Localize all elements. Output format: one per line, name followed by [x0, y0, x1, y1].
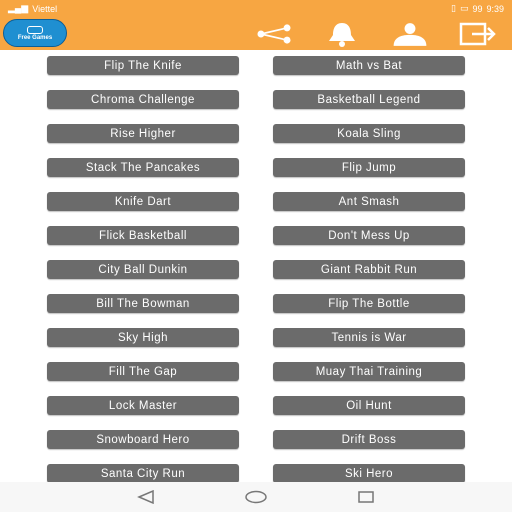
signal-icon: ▂▄▆ — [8, 3, 29, 13]
logo-text: Free Games — [17, 34, 53, 41]
game-button[interactable]: Ant Smash — [273, 192, 465, 211]
game-button[interactable]: Snowboard Hero — [47, 430, 239, 449]
status-bar — [0, 0, 512, 17]
battery-level: 99 — [472, 3, 483, 14]
recents-icon[interactable] — [357, 490, 375, 504]
game-button[interactable]: Flick Basketball — [47, 226, 239, 245]
game-button[interactable]: Flip Jump — [273, 158, 465, 177]
battery-icon: ▭ — [459, 3, 469, 13]
app-logo[interactable] — [3, 19, 67, 47]
share-icon[interactable] — [254, 19, 294, 49]
game-button[interactable]: Math vs Bat — [273, 56, 465, 75]
game-button[interactable]: Muay Thai Training — [273, 362, 465, 381]
game-button[interactable]: Sky High — [47, 328, 239, 347]
game-button[interactable]: Santa City Run — [47, 464, 239, 482]
vibrate-icon: ▯ — [450, 3, 456, 13]
person-icon[interactable] — [390, 19, 430, 49]
gamepad-icon — [27, 26, 43, 34]
app-bar — [0, 17, 512, 50]
game-button[interactable]: Flip The Bottle — [273, 294, 465, 313]
status-right — [451, 3, 504, 14]
game-button[interactable]: Tennis is War — [273, 328, 465, 347]
game-button[interactable]: Bill The Bowman — [47, 294, 239, 313]
game-button[interactable]: Flip The Knife — [47, 56, 239, 75]
exit-icon[interactable] — [458, 19, 498, 49]
bell-icon[interactable] — [322, 19, 362, 49]
home-icon[interactable] — [245, 490, 267, 504]
game-button[interactable]: Oil Hunt — [273, 396, 465, 415]
game-button[interactable]: Stack The Pancakes — [47, 158, 239, 177]
game-button[interactable]: Giant Rabbit Run — [273, 260, 465, 279]
game-button[interactable]: City Ball Dunkin — [47, 260, 239, 279]
game-button[interactable]: Knife Dart — [47, 192, 239, 211]
games-grid — [0, 50, 512, 482]
back-icon[interactable] — [137, 490, 155, 504]
game-button[interactable]: Ski Hero — [273, 464, 465, 482]
game-button[interactable]: Basketball Legend — [273, 90, 465, 109]
system-nav-bar — [0, 482, 512, 512]
clock: 9:39 — [486, 3, 504, 14]
game-button[interactable]: Lock Master — [47, 396, 239, 415]
game-button[interactable]: Koala Sling — [273, 124, 465, 143]
app-actions — [254, 17, 498, 50]
carrier-label: Viettel — [32, 3, 58, 14]
game-button[interactable]: Fill The Gap — [47, 362, 239, 381]
game-button[interactable]: Chroma Challenge — [47, 90, 239, 109]
game-button[interactable]: Don't Mess Up — [273, 226, 465, 245]
status-left — [8, 3, 57, 14]
game-button[interactable]: Rise Higher — [47, 124, 239, 143]
games-list[interactable] — [0, 50, 512, 482]
game-button[interactable]: Drift Boss — [273, 430, 465, 449]
